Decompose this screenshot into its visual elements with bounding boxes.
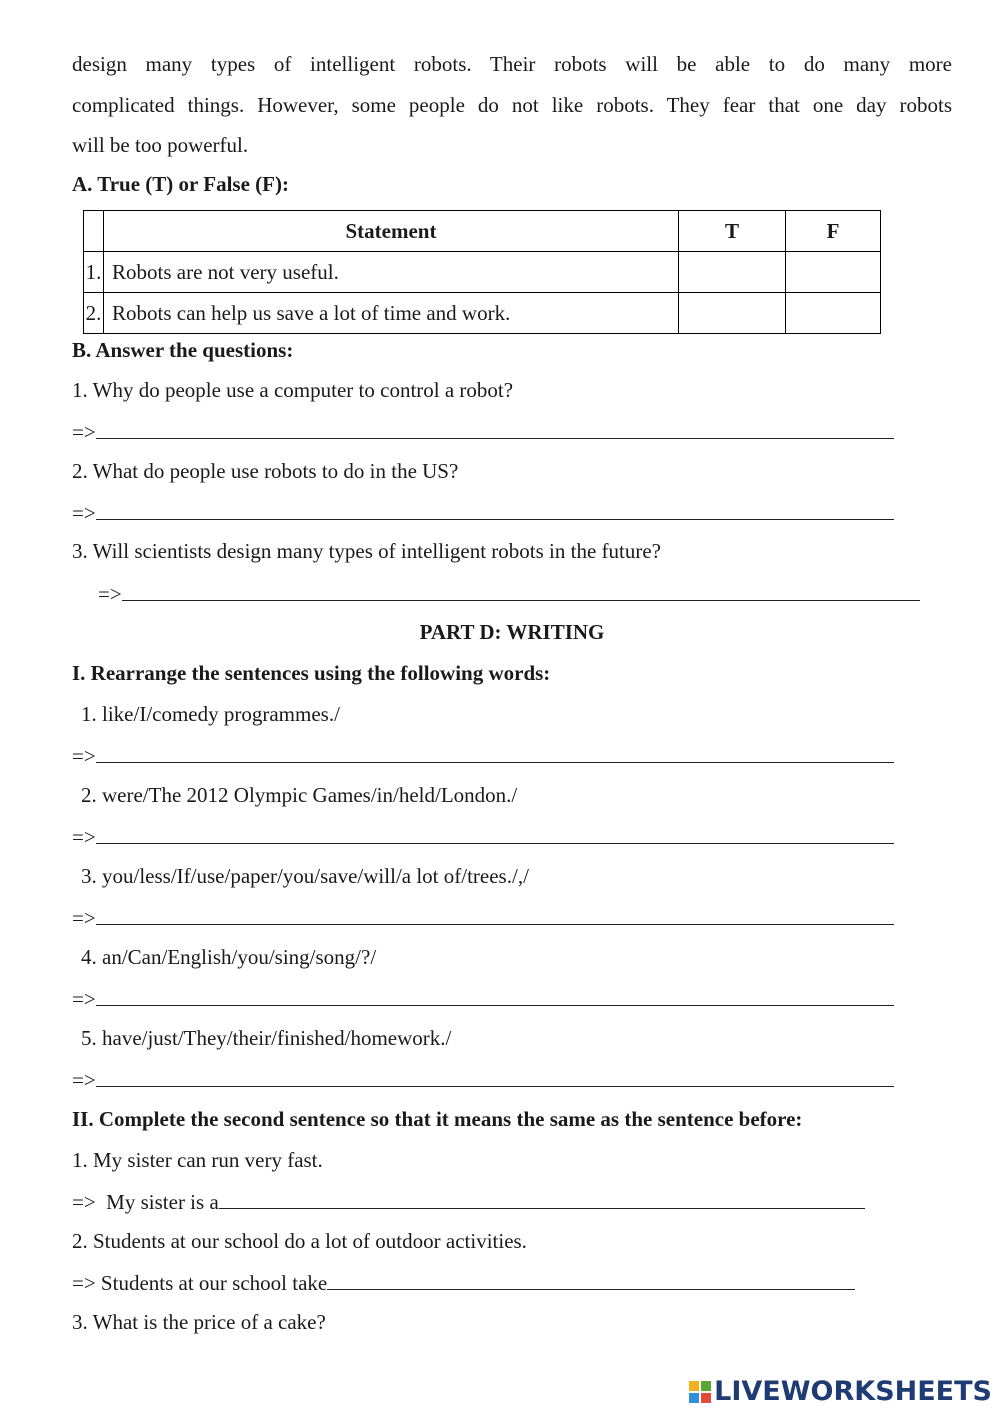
answer-line xyxy=(72,823,894,849)
answer-blank[interactable] xyxy=(96,742,894,763)
passage-line: design many types of intelligent robots. Their robots will be able to do many more xyxy=(72,52,952,76)
section-2-heading: II. Complete the second sentence so that it means the same as the sentence before: xyxy=(72,1107,803,1131)
logo-square xyxy=(689,1393,699,1403)
table-row xyxy=(84,293,881,334)
true-false-table xyxy=(83,210,881,334)
answer-line xyxy=(72,418,894,444)
rearrange-item: 4. an/Can/English/you/sing/song/?/ xyxy=(81,945,377,969)
liveworksheets-logo xyxy=(689,1376,992,1407)
answer-blank[interactable] xyxy=(96,985,894,1006)
arrow-label: => xyxy=(72,420,96,444)
original-sentence: 3. What is the price of a cake? xyxy=(72,1310,326,1334)
row-statement: Robots can help us save a lot of time and work. xyxy=(104,293,679,334)
passage-line: complicated things. However, some people do not like robots. They fear that one day robots xyxy=(72,92,952,117)
answer-prompt: => My sister is a xyxy=(72,1190,219,1214)
table-row xyxy=(84,252,881,293)
arrow-label: => xyxy=(72,1068,96,1092)
answer-prompt: => Students at our school take xyxy=(72,1271,328,1295)
question: 1. Why do people use a computer to control a robot? xyxy=(72,378,514,402)
logo-square xyxy=(689,1381,699,1391)
reading-passage xyxy=(72,44,952,166)
header-true: T xyxy=(679,211,786,252)
arrow-label: => xyxy=(72,744,96,768)
row-statement: Robots are not very useful. xyxy=(104,252,679,293)
section-b-heading: B. Answer the questions: xyxy=(72,338,294,362)
original-sentence: 2. Students at our school do a lot of outdoor activities. xyxy=(72,1229,527,1253)
section-1-heading: I. Rearrange the sentences using the following words: xyxy=(72,661,551,685)
answer-line xyxy=(72,904,894,930)
answer-blank[interactable] xyxy=(122,580,920,601)
answer-line xyxy=(72,985,894,1011)
answer-line xyxy=(72,742,894,768)
table-header-row xyxy=(84,211,881,252)
header-false: F xyxy=(786,211,881,252)
section-a-heading: A. True (T) or False (F): xyxy=(72,172,289,196)
arrow-label: => xyxy=(98,582,122,606)
logo-square xyxy=(701,1393,711,1403)
passage-line: will be too powerful. xyxy=(72,133,249,157)
header-num xyxy=(84,211,104,252)
rearrange-item: 3. you/less/If/use/paper/you/save/will/a lot of/trees./,/ xyxy=(81,864,529,888)
header-statement: Statement xyxy=(104,211,679,252)
question: 2. What do people use robots to do in the US? xyxy=(72,459,459,483)
false-answer-cell[interactable] xyxy=(786,252,881,293)
answer-blank[interactable] xyxy=(96,418,894,439)
answer-line xyxy=(98,580,920,606)
answer-blank[interactable] xyxy=(96,823,894,844)
answer-line xyxy=(72,1269,855,1295)
true-answer-cell[interactable] xyxy=(679,293,786,334)
part-d-title: PART D: WRITING xyxy=(419,620,605,644)
logo-square xyxy=(701,1381,711,1391)
row-number: 2. xyxy=(84,293,104,334)
answer-line xyxy=(72,1188,865,1214)
rearrange-item: 2. were/The 2012 Olympic Games/in/held/London./ xyxy=(81,783,518,807)
logo-icon xyxy=(689,1381,711,1403)
row-number: 1. xyxy=(84,252,104,293)
answer-blank[interactable] xyxy=(327,1269,855,1290)
answer-line xyxy=(72,499,894,525)
true-answer-cell[interactable] xyxy=(679,252,786,293)
answer-blank[interactable] xyxy=(96,1066,894,1087)
logo-text: LIVEWORKSHEETS xyxy=(714,1376,992,1407)
answer-blank[interactable] xyxy=(96,904,894,925)
answer-blank[interactable] xyxy=(219,1188,865,1209)
answer-line xyxy=(72,1066,894,1092)
rearrange-item: 5. have/just/They/their/finished/homework./ xyxy=(81,1026,452,1050)
arrow-label: => xyxy=(72,825,96,849)
arrow-label: => xyxy=(72,987,96,1011)
arrow-label: => xyxy=(72,501,96,525)
answer-blank[interactable] xyxy=(96,499,894,520)
false-answer-cell[interactable] xyxy=(786,293,881,334)
rearrange-item: 1. like/I/comedy programmes./ xyxy=(81,702,340,726)
question: 3. Will scientists design many types of intelligent robots in the future? xyxy=(72,539,662,563)
original-sentence: 1. My sister can run very fast. xyxy=(72,1148,323,1172)
arrow-label: => xyxy=(72,906,96,930)
